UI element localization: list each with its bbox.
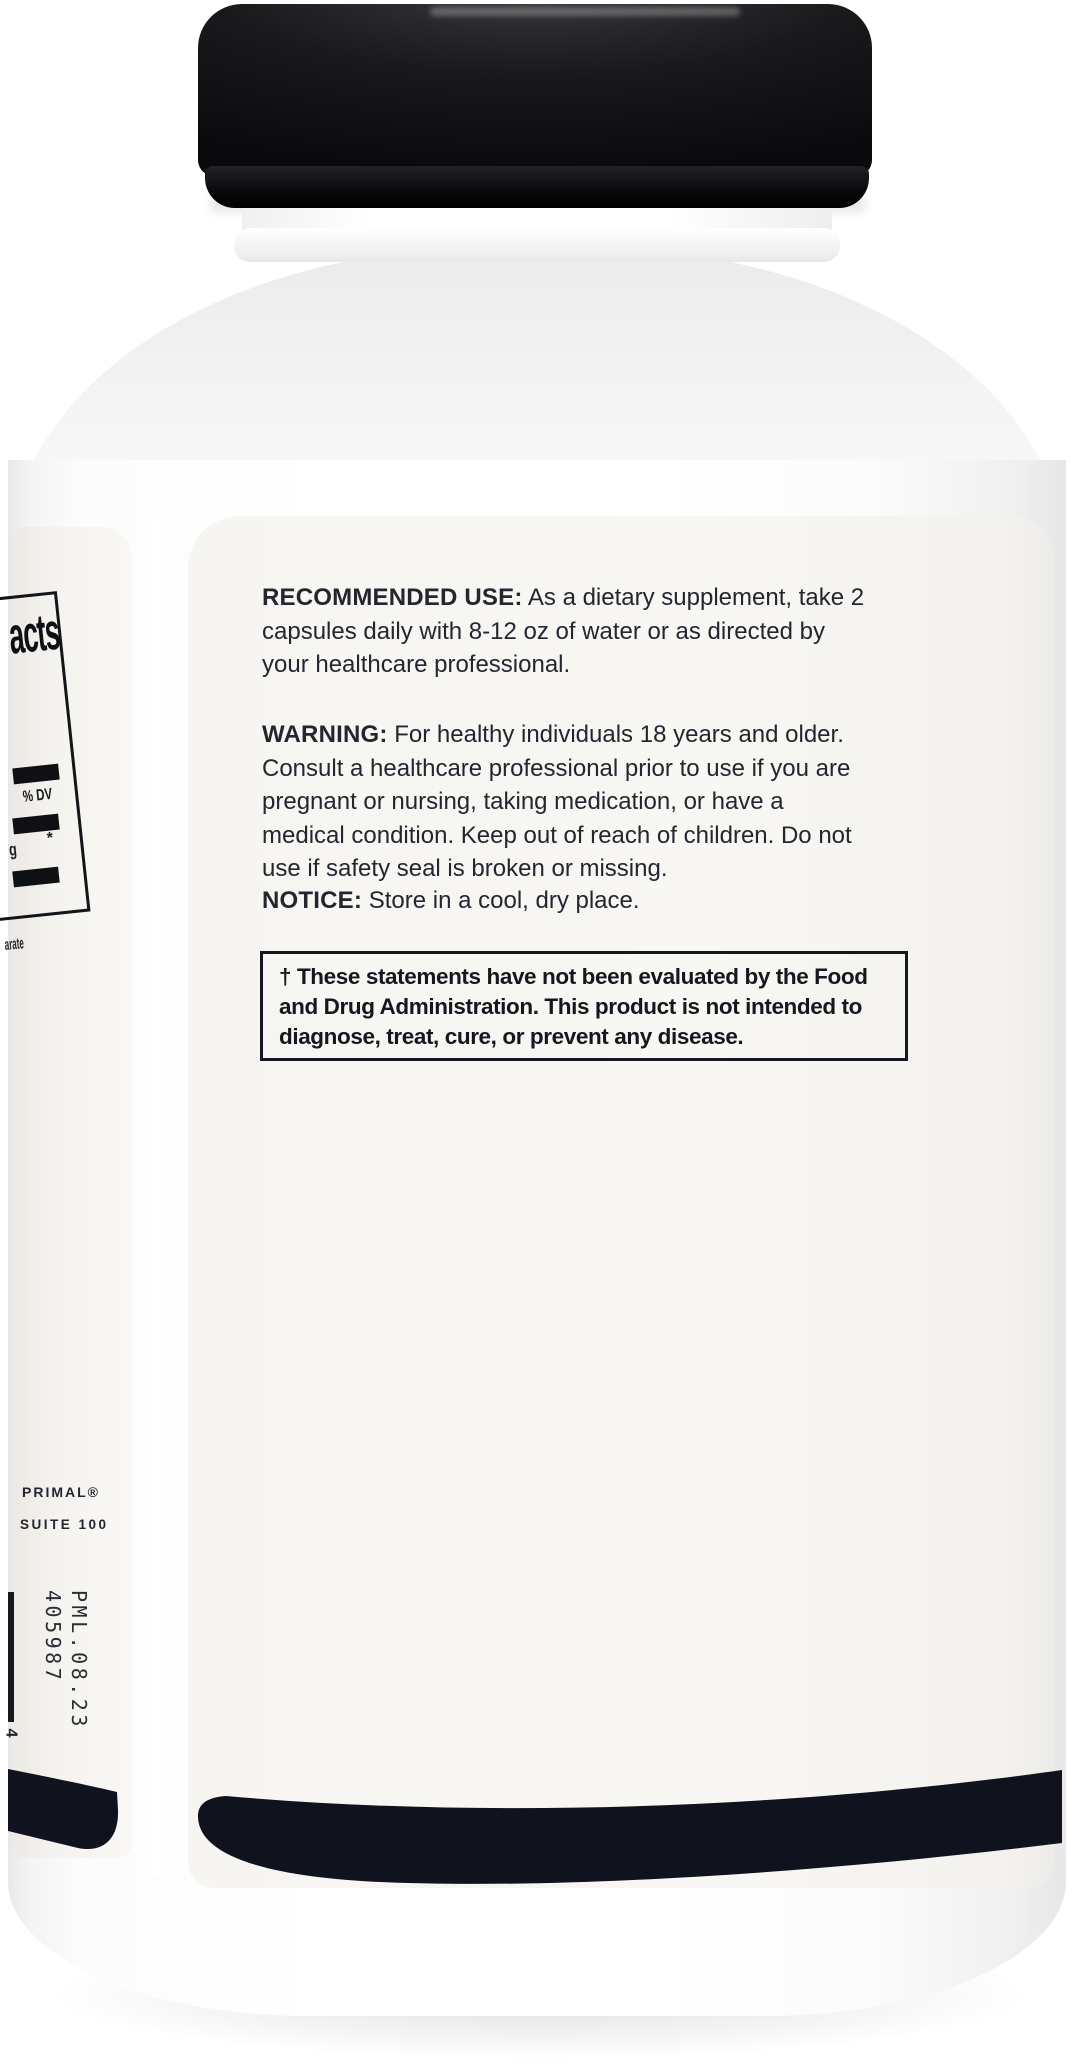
bottle-cap-lip xyxy=(205,166,869,208)
warning-line: Consult a healthcare professional prior to use if you are xyxy=(262,754,851,782)
back-label xyxy=(188,516,1054,1888)
recommended-use-line: RECOMMENDED USE: As a dietary supplement, take 2 xyxy=(262,584,865,611)
batch-code: PML.08.23 xyxy=(67,1590,91,1730)
warning-heading: WARNING: xyxy=(262,721,388,748)
recommended-use-heading: RECOMMENDED USE: xyxy=(262,584,523,611)
warning-line: use if safety seal is broken or missing. xyxy=(262,855,668,882)
fda-disclaimer-line: † These statements have not been evaluated by the Food xyxy=(279,964,868,989)
supplement-facts-title-partial: acts xyxy=(6,602,62,666)
lot-number: 405987 xyxy=(41,1590,65,1684)
recommended-use-line: your healthcare professional. xyxy=(262,651,571,678)
notice-line: NOTICE: Store in a cool, dry place. xyxy=(262,887,640,914)
recommended-use-paragraph xyxy=(262,581,864,682)
warning-line: medical condition. Keep out of reach of children. Do not xyxy=(262,821,852,849)
fda-disclaimer-line: and Drug Administration. This product is not intended to xyxy=(279,994,862,1019)
warning-line: pregnant or nursing, taking medication, or have a xyxy=(262,788,784,815)
notice-heading: NOTICE: xyxy=(262,887,363,914)
recommended-use-line: capsules daily with 8-12 oz of water or as directed by xyxy=(262,617,825,645)
address-text-partial: SUITE 100 xyxy=(20,1517,109,1532)
label-seam-highlight xyxy=(128,520,190,1875)
cap-highlight xyxy=(430,7,740,16)
barcode-digit: 4 xyxy=(2,1728,20,1738)
dv-footnote-symbol: * xyxy=(46,829,55,848)
brand-text-partial: PRIMAL® xyxy=(22,1484,100,1500)
bottle-cap xyxy=(198,4,872,176)
amount-unit-partial: g xyxy=(8,839,18,860)
warning-line: WARNING: For healthy individuals 18 years and older. xyxy=(262,721,844,748)
barcode-partial xyxy=(8,1592,14,1722)
bottle-neck-ring xyxy=(234,228,840,262)
fda-disclaimer-line: diagnose, treat, cure, or prevent any disease. xyxy=(279,1024,744,1049)
lot-and-batch-codes xyxy=(40,1590,92,1755)
side-label-strip xyxy=(2,527,132,1858)
fda-disclaimer-box xyxy=(260,951,908,1061)
warning-paragraph xyxy=(262,718,852,886)
notice-paragraph xyxy=(262,884,640,918)
ingredient-text-partial: arate xyxy=(4,935,25,954)
percent-dv-header: % DV xyxy=(22,785,54,806)
